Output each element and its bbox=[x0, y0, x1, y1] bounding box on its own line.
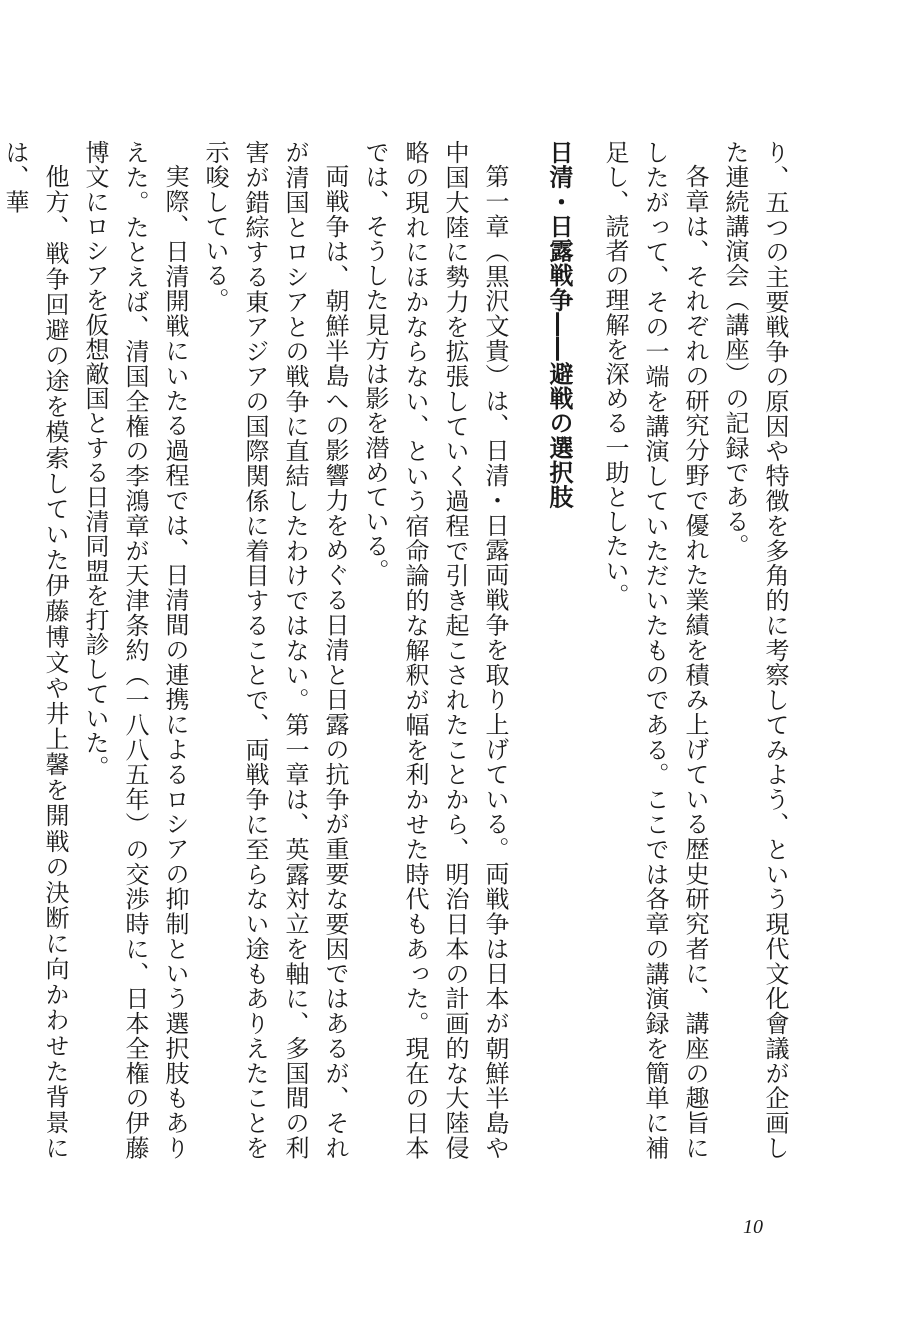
section-heading: 日清・日露戦争――避戦の選択肢 bbox=[545, 140, 573, 509]
paragraph-3: 第一章（黒沢文貴）は、日清・日露両戦争を取り上げている。両戦争は日本が朝鮮半島や中国大陸に勢力を拡張していく過程で引き起こされたことから、明治日本の計画的な大陸侵略の現れにほかならない、という宿命論的な解釈が幅を利かせた時代もあった。現在の日本では、そうした見方は影を潜めている。 bbox=[361, 140, 509, 1160]
paragraph-6: 他方、戦争回避の途を模索していた伊藤博文や井上馨を開戦の決断に向かわせた背景には、華 bbox=[1, 140, 69, 1160]
page-number: 10 bbox=[743, 1216, 763, 1238]
paragraph-5: 実際、日清開戦にいたる過程では、日清間の連携によるロシアの抑制という選択肢もありえた。たとえば、清国全権の李鴻章が天津条約（一八八五年）の交渉時に、日本全権の伊藤博文にロシアを仮想敵国とする日清同盟を打診していた。 bbox=[81, 140, 189, 1160]
vertical-text-body bbox=[0, 140, 795, 1160]
paragraph-2: 各章は、それぞれの研究分野で優れた業績を積み上げている歴史研究者に、講座の趣旨にしたがって、その一端を講演していただいたものである。ここでは各章の講演録を簡単に補足し、読者の理解を深める一助としたい。 bbox=[601, 140, 709, 1160]
paragraph-1: り、五つの主要戦争の原因や特徴を多角的に考察してみよう、という現代文化會議が企画した連続講演会（講座）の記録である。 bbox=[721, 140, 789, 1160]
paragraph-4: 両戦争は、朝鮮半島への影響力をめぐる日清と日露の抗争が重要な要因ではあるが、それが清国とロシアとの戦争に直結したわけではない。第一章は、英露対立を軸に、多国間の利害が錯綜する東アジアの国際関係に着目することで、両戦争に至らない途もありえたことを示唆している。 bbox=[201, 140, 349, 1160]
section-spacer bbox=[579, 140, 595, 1160]
